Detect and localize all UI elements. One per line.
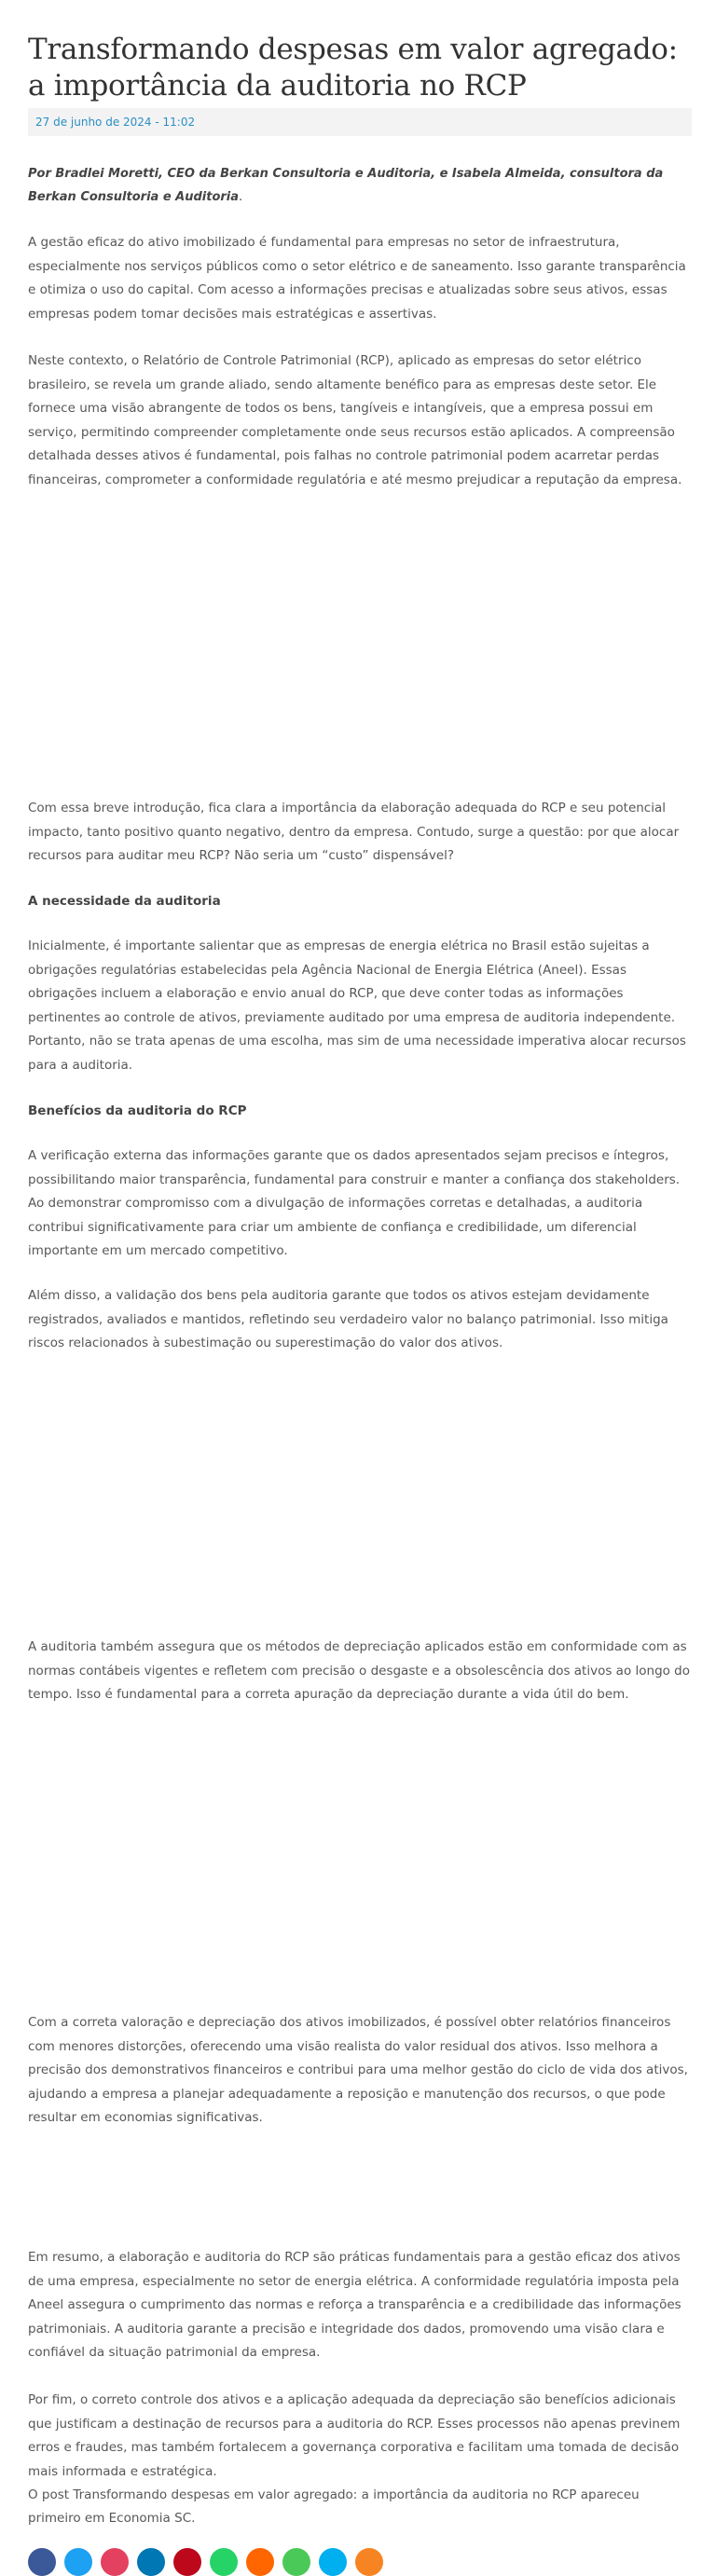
post-date-bar <box>28 108 692 136</box>
section-heading-necessidade <box>28 890 692 913</box>
byline <box>28 162 692 209</box>
paragraph-9 <box>28 2246 692 2365</box>
article <box>28 0 692 2526</box>
paragraph-3 <box>28 797 692 869</box>
paragraph-text: Com a correta valoração e depreciação dos ativos imobilizados, é possível obter relatórios financeiros com menores distorções, oferecendo uma visão realista do valor residual dos ativos. Isso melhora a precisão dos demonstrativos financeiros e contribui para uma melhor gestão do ciclo de vida dos ativos, ajudando a empresa a planejar adequadamente a reposição e manutenção dos recursos, o que pode resultar em economias significativas. <box>28 2015 688 2125</box>
share-icon[interactable] <box>282 2548 310 2576</box>
paragraph-text: Por fim, o correto controle dos ativos e a aplicação adequada da depreciação são benefícios adicionais que justificam a destinação de recursos para a auditoria do RCP. Esses processos não apenas previnem erros e fraudes, mas também fortalecem a governança corporativa e facilitam uma tomada de decisão mais informada e estratégica. <box>28 2392 681 2479</box>
byline-end: . <box>239 190 243 204</box>
page-title: Transformando despesas em valor agregado: a importância da auditoria no RCP <box>28 33 678 103</box>
share-buttons <box>28 2548 383 2576</box>
paragraph-4 <box>28 935 692 1077</box>
paragraph-8 <box>28 2011 692 2131</box>
share-icon[interactable] <box>101 2548 129 2576</box>
paragraph-text: Neste contexto, o Relatório de Controle Patrimonial (RCP), aplicado as empresas do setor elétrico brasileiro, se revela um grande aliado, sendo altamente benéfico para as empresas deste setor. Ele fornece uma visão abrangente de todos os bens, tangíveis e intangíveis, que a empresa possui em serviço, permitindo compreender completamente onde seus recursos estão aplicados. A compreensão detalhada desses ativos é fundamental, pois falhas no controle patrimonial podem acarretar perdas financeiras, comprometer a conformidade regulatória e até mesmo prejudicar a reputação da empresa. <box>28 353 682 487</box>
byline-text: Por Bradlei Moretti, CEO da Berkan Consultoria e Auditoria, e Isabela Almeida, consultora da Berkan Consultoria e Auditoria <box>28 167 664 204</box>
section-heading: Benefícios da auditoria do RCP <box>28 1103 247 1118</box>
paragraph-text: Inicialmente, é importante salientar que as empresas de energia elétrica no Brasil estão sujeitas a obrigações regulatórias estabelecidas pela Agência Nacional de Energia Elétrica (Aneel). Essas obrigações incluem a elaboração e envio anual do RCP, que deve conter todas as informações pertinentes ao controle de ativos, previamente auditado por uma empresa de auditoria independente. Portanto, não se trata apenas de uma escolha, mas sim de uma necessidade imperativa alocar recursos para a auditoria. <box>28 939 686 1073</box>
share-icon[interactable] <box>28 2548 56 2576</box>
share-icon[interactable] <box>246 2548 274 2576</box>
paragraph-10 <box>28 2389 692 2484</box>
paragraph-1 <box>28 231 692 326</box>
share-icon[interactable] <box>173 2548 201 2576</box>
share-icon[interactable] <box>355 2548 383 2576</box>
share-icon[interactable] <box>137 2548 165 2576</box>
paragraph-text: Em resumo, a elaboração e auditoria do RCP são práticas fundamentais para a gestão eficaz dos ativos de uma empresa, especialmente no setor de energia elétrica. A conformidade regulatória imposta pela Aneel assegura o cumprimento das normas e reforça a transparência e a credibilidade das informações patrimoniais. A auditoria garante a precisão e integridade dos dados, promovendo uma visão clara e confiável da situação patrimonial da empresa. <box>28 2250 681 2360</box>
paragraph-6 <box>28 1284 692 1356</box>
section-heading: A necessidade da auditoria <box>28 894 221 909</box>
paragraph-text: Além disso, a validação dos bens pela auditoria garante que todos os ativos estejam devidamente registrados, avaliados e mantidos, refletindo seu verdadeiro valor no balanço patrimonial. Isso mitiga riscos relacionados à subestimação ou superestimação do valor dos ativos. <box>28 1288 668 1350</box>
share-icon[interactable] <box>210 2548 238 2576</box>
paragraph-text: A verificação externa das informações garante que os dados apresentados sejam precisos e íntegros, possibilitando maior transparência, fundamental para construir e manter a confiança dos stakeholders. Ao demonstrar compromisso com a divulgação de informações corretas e detalhadas, a auditoria contribui significativamente para criar um ambiente de confiança e credibilidade, um diferencial importante em um mercado competitivo. <box>28 1148 681 1258</box>
post-date: 27 de junho de 2024 - 11:02 <box>35 116 196 129</box>
paragraph-text: A auditoria também assegura que os métodos de depreciação aplicados estão em conformidade com as normas contábeis vigentes e refletem com precisão o desgaste e a obsolescência dos ativos ao longo do tempo. Isso é fundamental para a correta apuração da depreciação durante a vida útil do bem. <box>28 1639 691 1702</box>
paragraph-7 <box>28 1636 692 1707</box>
share-icon[interactable] <box>64 2548 92 2576</box>
section-heading-beneficios <box>28 1100 692 1123</box>
post-footer: O post Transformando despesas em valor agregado: a importância da auditoria no RCP apareceu primeiro em Economia SC. <box>28 2487 640 2526</box>
share-icon[interactable] <box>319 2548 347 2576</box>
paragraph-text: A gestão eficaz do ativo imobilizado é fundamental para empresas no setor de infraestrutura, especialmente nos serviços públicos como o setor elétrico e de saneamento. Isso garante transparência e otimiza o uso do capital. Com acesso a informações precisas e atualizadas sobre seus ativos, essas empresas podem tomar decisões mais estratégicas e assertivas. <box>28 235 686 322</box>
paragraph-2 <box>28 349 692 492</box>
paragraph-5 <box>28 1144 692 1264</box>
paragraph-text: Com essa breve introdução, fica clara a importância da elaboração adequada do RCP e seu potencial impacto, tanto positivo quanto negativo, dentro da empresa. Contudo, surge a questão: por que alocar recursos para auditar meu RCP? Não seria um “custo” dispensável? <box>28 801 680 863</box>
